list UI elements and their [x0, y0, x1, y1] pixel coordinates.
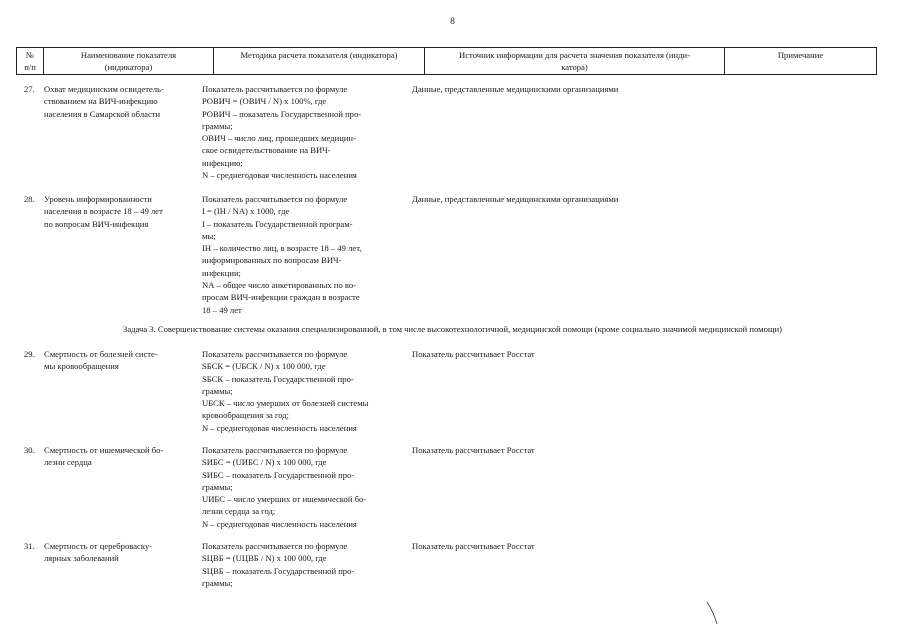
method-line: SБСК – показатель Государственной про- граммы;	[202, 373, 354, 396]
method-line: Показатель рассчитывается по формуле	[202, 541, 348, 551]
method-line: SЦВБ = (UЦВБ / N) x 100 000, где	[202, 553, 327, 564]
indicator-name: Уровень информированности населения в возрасте 18 – 49 лет по вопросам ВИЧ-инфекция	[44, 194, 163, 229]
source-text: Показатель рассчитывает Росстат	[412, 445, 535, 455]
method-line: SИБС – показатель Государственной про- граммы;	[202, 469, 355, 492]
header-source: Источник информации для расчета значения показателя (инди- катора)	[425, 48, 725, 74]
method-line: Показатель рассчитывается по формуле	[202, 194, 348, 204]
source-text: Данные, представленные медицинскими организациями	[412, 84, 619, 94]
indicator-name: Смертность от ишемической бо- лезни сердца	[44, 445, 164, 468]
method-line: PОВИЧ – показатель Государственной про- граммы;	[202, 108, 362, 131]
row-number: 27.	[24, 84, 35, 94]
method-text	[202, 348, 406, 434]
page-number: 8	[450, 17, 455, 27]
method-line: NА – общее число анкетированных по во- просам ВИЧ-инфекции граждан в возрасте 18 – 49 лет	[202, 280, 360, 315]
method-text	[202, 193, 406, 316]
method-line: ОВИЧ – число лиц, прошедших медицин- ское освидетельствование на ВИЧ- инфекцию;	[202, 133, 356, 168]
source-text: Показатель рассчитывает Росстат	[412, 541, 535, 551]
header-num: № п/п	[17, 48, 44, 74]
header-method: Методика расчета показателя (индикатора)	[214, 48, 425, 74]
method-line: SБСК = (UБСК / N) x 100 000, где	[202, 361, 326, 372]
task-heading: Задача 3. Совершенствование системы оказания специализированной, в том числе высокотехнологичной, медицинской помощи (кроме социально значимой медицинской помощи)	[123, 324, 782, 334]
method-line: Показатель рассчитывается по формуле	[202, 445, 348, 455]
method-line: N – среднегодовая численность населения	[202, 518, 357, 529]
method-line: N – среднегодовая численность населения	[202, 422, 357, 433]
pen-mark	[705, 600, 725, 628]
source-text: Показатель рассчитывает Росстат	[412, 349, 535, 359]
method-line: I = (IН / NА) x 1000, где	[202, 206, 290, 217]
method-text	[202, 540, 406, 589]
row-number: 28.	[24, 194, 35, 204]
method-line: Показатель рассчитывается по формуле	[202, 349, 348, 359]
table-header	[16, 47, 877, 75]
method-line: UБСК – число умерших от болезней системы кровообращения за год;	[202, 398, 369, 421]
indicator-name: Охват медицинским освидетель- ствованием на ВИЧ-инфекцию населения в Самарской области	[44, 84, 164, 119]
indicator-name: Смертность от болезней систе- мы кровообращения	[44, 349, 158, 372]
indicator-name: Смертность от цереброваску- лярных заболеваний	[44, 541, 153, 564]
method-line: UИБС – число умерших от ишемической бо- лезни сердца за год;	[202, 494, 367, 517]
row-number: 31.	[24, 541, 35, 551]
method-text	[202, 83, 406, 181]
row-number: 29.	[24, 349, 35, 359]
row-number: 30.	[24, 445, 35, 455]
method-line: N – среднегодовая численность населения	[202, 170, 357, 181]
source-text: Данные, представленные медицинскими организациями	[412, 194, 619, 204]
method-line: SЦВБ – показатель Государственной про- граммы;	[202, 565, 355, 588]
method-line: I – показатель Государственной програм- мы;	[202, 218, 353, 241]
header-note: Примечание	[725, 48, 877, 74]
method-line: PОВИЧ = (ОВИЧ / N) x 100%, где	[202, 96, 327, 107]
method-line: IН – количество лиц, в возрасте 18 – 49 лет, информированных по вопросам ВИЧ- инфекции;	[202, 243, 362, 278]
method-line: Показатель рассчитывается по формуле	[202, 84, 348, 94]
method-text	[202, 444, 406, 530]
method-line: SИБС = (UИБС / N) x 100 000, где	[202, 457, 327, 468]
header-name: Наименование показателя (индикатора)	[44, 48, 214, 74]
